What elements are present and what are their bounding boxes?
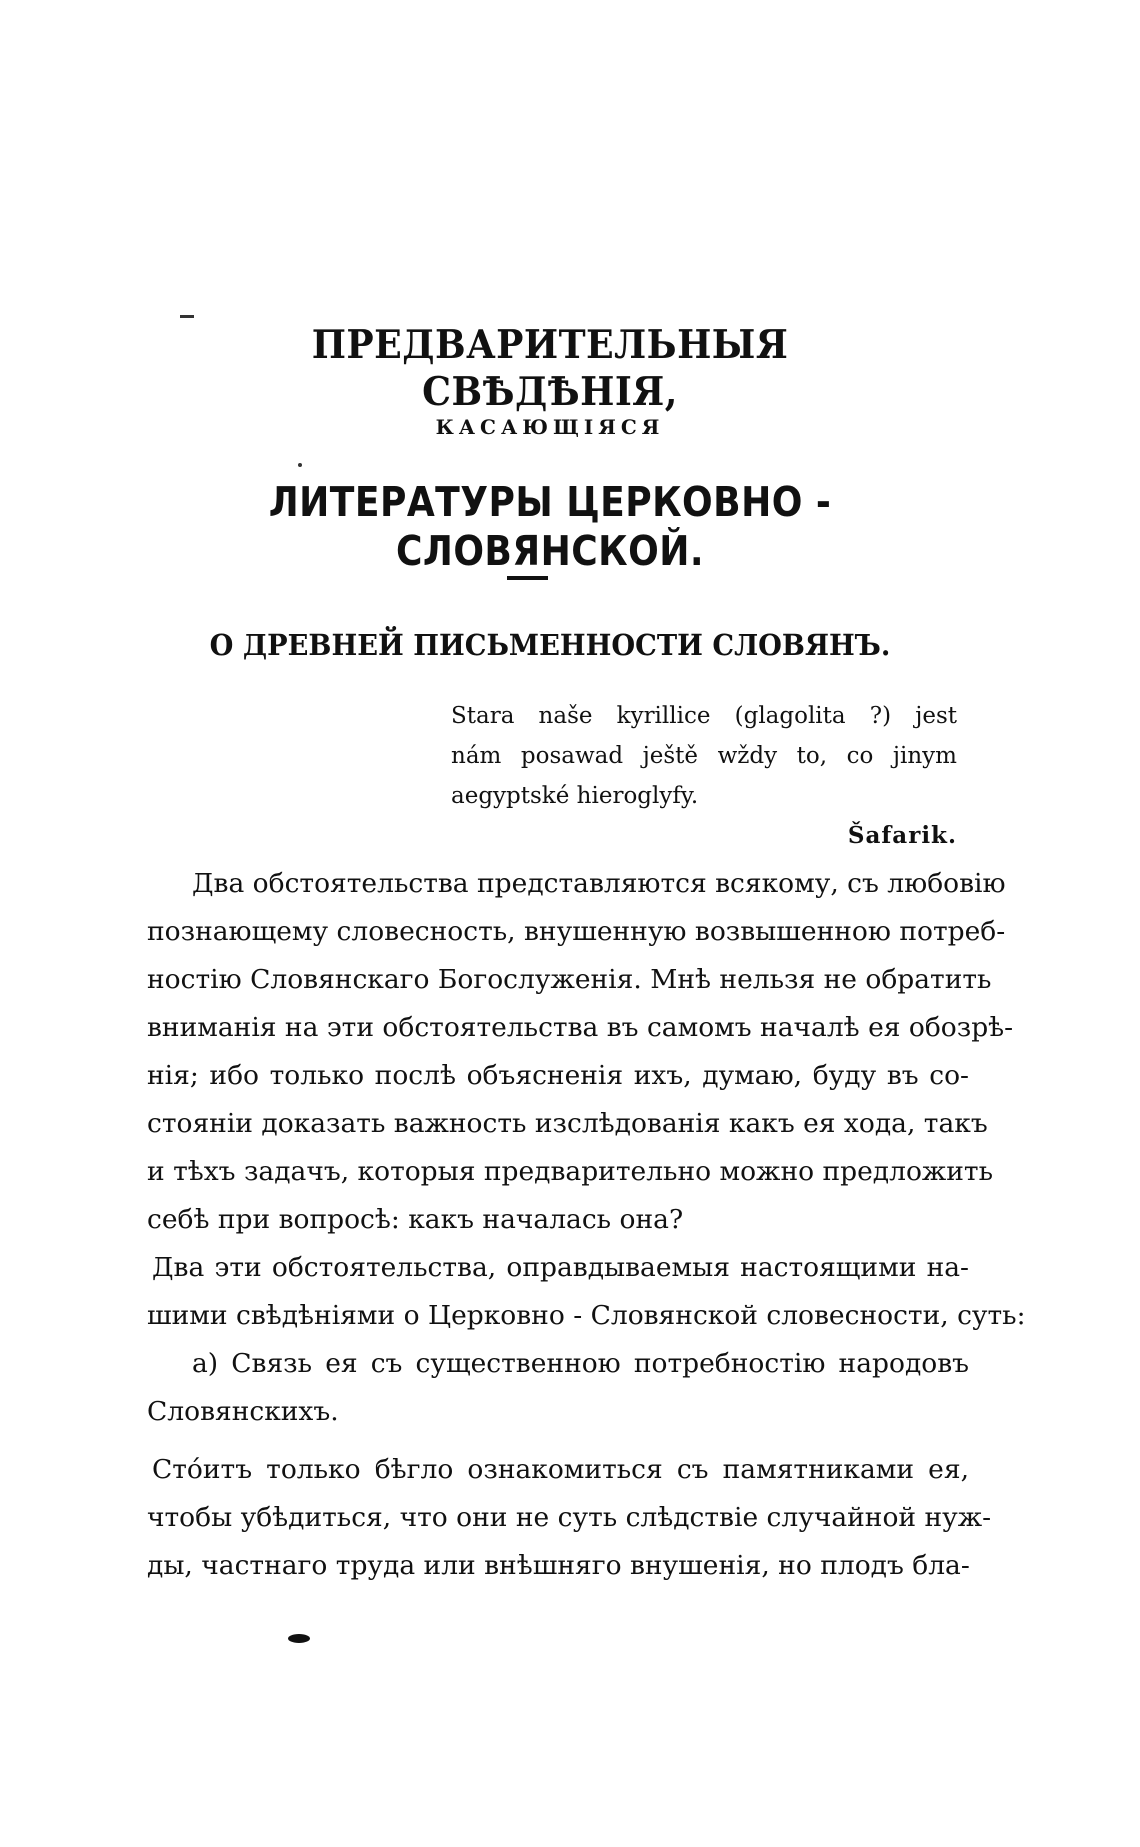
text-line: стояніи доказать важность изслѣдованія какъ ея хода, такъ (147, 1108, 988, 1139)
text-line: и тѣхъ задачъ, которыя предварительно можно предложить (147, 1156, 994, 1187)
text-line: познающему словесность, внушенную возвышенною потреб- (147, 916, 1006, 947)
text-line: Словянскихъ. (147, 1396, 339, 1427)
text-line: Два обстоятельства представляются всякому, съ любовію (192, 868, 1006, 899)
text-line: вниманія на эти обстоятельства въ самомъ началѣ ея обозрѣ- (147, 1012, 1014, 1043)
epigraph-line: aegyptské hieroglyfy. (451, 783, 699, 809)
text-line: себѣ при вопросѣ: какъ началась она? (147, 1204, 684, 1235)
epigraph-author: Šafarik. (847, 822, 957, 849)
section-title: О ДРЕВНЕЙ ПИСЬМЕННОСТИ СЛОВЯНЪ. (209, 628, 891, 662)
section-divider (507, 576, 548, 580)
ink-mark (180, 315, 194, 318)
ink-dot (298, 463, 302, 467)
text-line: нія; ибо только послѣ объясненія ихъ, думаю, буду въ со- (147, 1060, 969, 1091)
text-line: ностію Словянскаго Богослуженія. Мнѣ нельзя не обратить (147, 964, 992, 995)
page-subtitle: КАСАЮЩІЯСЯ (435, 415, 665, 439)
text-line: Стóитъ только бѣгло ознакомиться съ памятниками ея, (152, 1454, 969, 1485)
text-line: Два эти обстоятельства, оправдываемыя настоящими на- (152, 1252, 969, 1283)
text-line: а) Связь ея съ существенною потребностію народовъ (192, 1348, 969, 1379)
body-text (147, 860, 1026, 1590)
epigraph-line: nám posawad ještě wždy to, co jinym (451, 743, 957, 769)
epigraph (451, 696, 957, 856)
page-topic: ЛИТЕРАТУРЫ ЦЕРКОВНО - СЛОВЯНСКОЙ. (268, 478, 832, 576)
ink-blot (288, 1634, 310, 1643)
epigraph-line: Stara naše kyrillice (glagolita ?) jest (451, 703, 957, 729)
page-title: ПРЕДВАРИТЕЛЬНЫЯ СВѢДѢНІЯ, (311, 322, 789, 415)
text-line: шими свѣдѣніями о Церковно - Словянской словесности, суть: (147, 1300, 1026, 1331)
text-line: чтобы убѣдиться, что они не суть слѣдствіе случайной нуж- (147, 1502, 992, 1533)
text-line: ды, частнаго труда или внѣшняго внушенія, но плодъ бла- (147, 1550, 970, 1581)
